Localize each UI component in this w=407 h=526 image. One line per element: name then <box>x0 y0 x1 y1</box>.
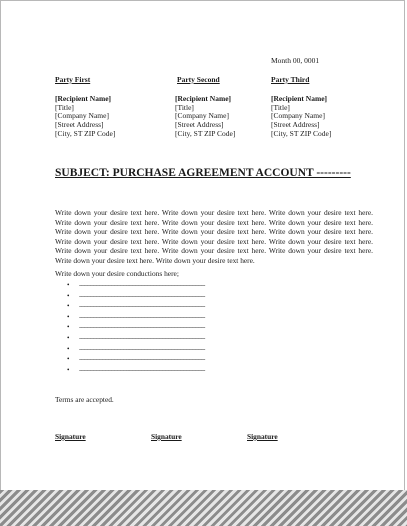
party-third-heading: Party Third <box>271 75 310 84</box>
condition-item: • ------------------------------------------------------------------------------------ <box>67 291 205 300</box>
city-state-zip: [City, ST ZIP Code] <box>271 128 332 138</box>
recipient-name: [Recipient Name] <box>55 94 112 103</box>
recipient-title: [Title] <box>175 102 194 112</box>
conditions-intro: Write down your desire conductions here; <box>55 269 179 278</box>
condition-item: • ------------------------------------------------------------------------------------ <box>67 365 205 374</box>
condition-item: • ------------------------------------------------------------------------------------ <box>67 312 205 321</box>
bullet-icon: • <box>67 291 70 300</box>
company-name: [Company Name] <box>271 111 325 121</box>
city-state-zip: [City, ST ZIP Code] <box>55 128 116 138</box>
conditions-list <box>67 280 277 375</box>
street-address: [Street Address] <box>271 120 320 130</box>
document-date: Month 00, 0001 <box>271 56 320 65</box>
party-second-heading: Party Second <box>177 75 220 84</box>
body-paragraph: Write down your desire text here. Write down your desire text here. Write down your desire text here. Write down your desire text here. Write down your desire text here. Write down your desire text here. Write down your desire text here. Write down your desire text here. Write down your desire text here. Write down your desire text here. Write down your desire text here. Write down your desire text here. Write down your desire text here. Write down your desire text here. Write down your desire text here. Write down your desire text here. Write down your desire text here. <box>55 208 373 265</box>
company-name: [Company Name] <box>175 111 229 121</box>
condition-item: • ------------------------------------------------------------------------------------ <box>67 323 205 332</box>
party-second-address <box>175 95 235 139</box>
condition-item: • ------------------------------------------------------------------------------------ <box>67 302 205 311</box>
bullet-icon: • <box>67 365 70 374</box>
bullet-icon: • <box>67 281 70 289</box>
signature-second: Signature <box>151 432 182 441</box>
terms-accepted: Terms are accepted. <box>55 395 114 404</box>
signature-third: Signature <box>247 432 278 441</box>
bullet-icon: • <box>67 333 70 342</box>
condition-item: • ------------------------------------------------------------------------------------ <box>67 333 205 342</box>
bullet-icon: • <box>67 323 70 332</box>
recipient-title: [Title] <box>55 102 74 112</box>
street-address: [Street Address] <box>55 120 104 130</box>
street-address: [Street Address] <box>175 120 224 130</box>
city-state-zip: [City, ST ZIP Code] <box>175 128 236 138</box>
condition-item: • ------------------------------------------------------------------------------------ <box>67 355 205 364</box>
signature-first: Signature <box>55 432 86 441</box>
bullet-icon: • <box>67 312 70 321</box>
recipient-name: [Recipient Name] <box>175 94 232 103</box>
recipient-name: [Recipient Name] <box>271 94 328 103</box>
bullet-icon: • <box>67 302 70 311</box>
condition-item: • ------------------------------------------------------------------------------------ <box>67 344 205 353</box>
recipient-title: [Title] <box>271 102 290 112</box>
bullet-icon: • <box>67 355 70 364</box>
subject-heading: SUBJECT: PURCHASE AGREEMENT ACCOUNT --------- <box>55 167 351 179</box>
bullet-icon: • <box>67 344 70 353</box>
condition-item: • ------------------------------------------------------------------------------------ <box>67 281 205 289</box>
party-third-address <box>271 95 331 139</box>
company-name: [Company Name] <box>55 111 109 121</box>
party-first-address <box>55 95 115 139</box>
party-first-heading: Party First <box>55 75 91 84</box>
page-shadow-hatch <box>0 490 407 526</box>
